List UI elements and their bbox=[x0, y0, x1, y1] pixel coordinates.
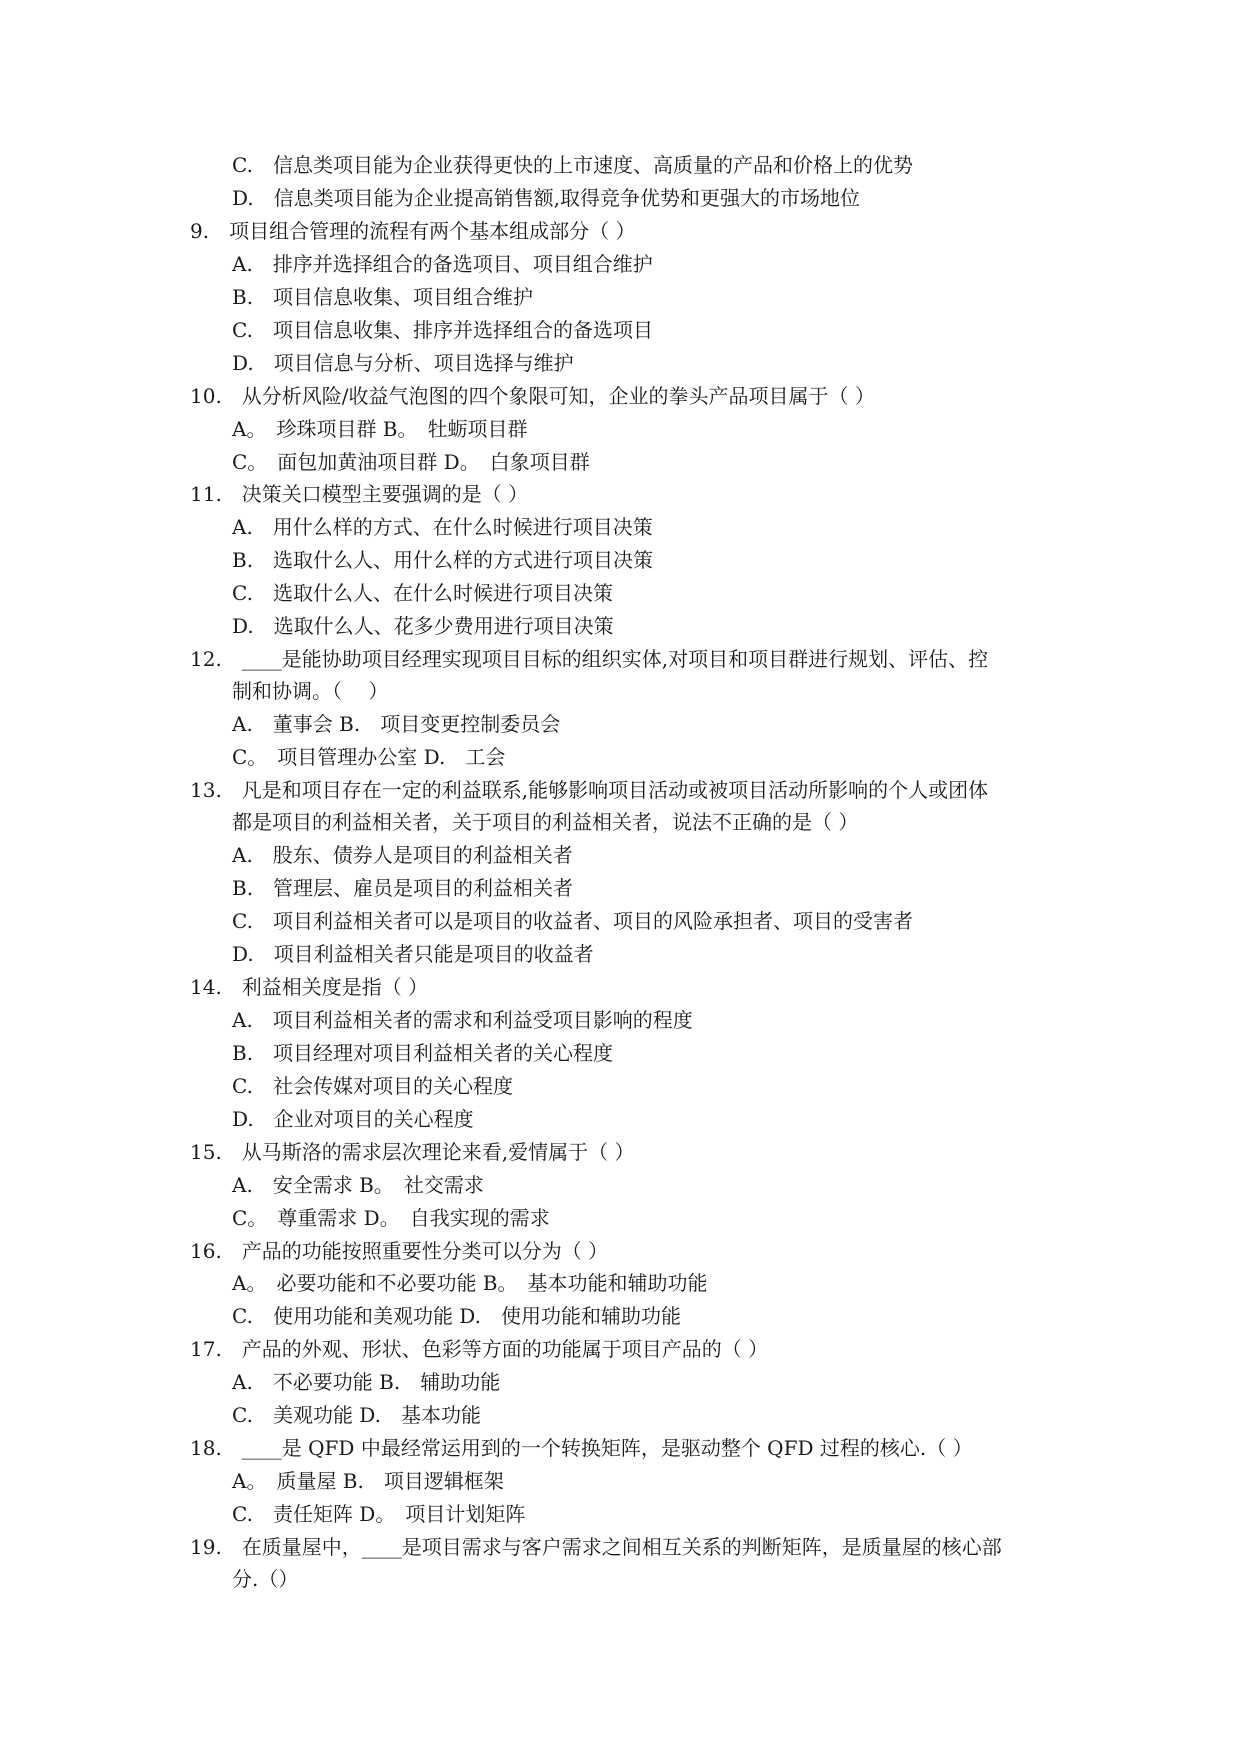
question-line: 14. 利益相关度是指（ ） bbox=[190, 975, 429, 999]
question-line: 17. 产品的外观、形状、色彩等方面的功能属于项目产品的（ ） bbox=[190, 1337, 769, 1361]
option-line: C。 项目管理办公室 D. 工会 bbox=[232, 745, 506, 769]
question-continuation: 都是项目的利益相关者，关于项目的利益相关者，说法不正确的是（ ） bbox=[232, 810, 859, 834]
option-line: C. 信息类项目能为企业获得更快的上市速度、高质量的产品和价格上的优势 bbox=[232, 153, 913, 177]
question-line: 13. 凡是和项目存在一定的利益联系,能够影响项目活动或被项目活动所影响的个人或团体 bbox=[190, 778, 989, 802]
option-line: C. 使用功能和美观功能 D. 使用功能和辅助功能 bbox=[232, 1304, 681, 1328]
option-line: B. 选取什么人、用什么样的方式进行项目决策 bbox=[232, 548, 654, 572]
question-line: 9. 项目组合管理的流程有两个基本组成部分（ ） bbox=[190, 219, 636, 243]
option-line: C. 选取什么人、在什么时候进行项目决策 bbox=[232, 581, 613, 605]
option-line: B. 项目信息收集、项目组合维护 bbox=[232, 285, 534, 309]
option-line: A. 安全需求 B。 社交需求 bbox=[232, 1173, 484, 1197]
option-line: A。 质量屋 B. 项目逻辑框架 bbox=[232, 1469, 504, 1493]
option-line: C. 项目信息收集、排序并选择组合的备选项目 bbox=[232, 318, 653, 342]
option-line: C。 尊重需求 D。 自我实现的需求 bbox=[232, 1206, 550, 1230]
option-line: A. 项目利益相关者的需求和利益受项目影响的程度 bbox=[232, 1008, 693, 1032]
option-line: C。 面包加黄油项目群 D。 白象项目群 bbox=[232, 450, 590, 474]
question-line: 12. ____是能协助项目经理实现项目目标的组织实体,对项目和项目群进行规划、评估、控 bbox=[190, 647, 989, 671]
option-line: C. 项目利益相关者可以是项目的收益者、项目的风险承担者、项目的受害者 bbox=[232, 909, 913, 933]
option-line: A. 董事会 B. 项目变更控制委员会 bbox=[232, 712, 561, 736]
option-line: A. 股东、债券人是项目的利益相关者 bbox=[232, 843, 573, 867]
option-line: A. 排序并选择组合的备选项目、项目组合维护 bbox=[232, 252, 653, 276]
question-line: 16. 产品的功能按照重要性分类可以分为（ ） bbox=[190, 1239, 609, 1263]
option-line: A. 不必要功能 B. 辅助功能 bbox=[232, 1370, 501, 1394]
option-line: D. 选取什么人、花多少费用进行项目决策 bbox=[232, 614, 614, 638]
question-line: 18. ____是 QFD 中最经常运用到的一个转换矩阵，是驱动整个 QFD 过程的核心.（ ） bbox=[190, 1436, 973, 1460]
option-line: C. 美观功能 D. 基本功能 bbox=[232, 1403, 481, 1427]
option-line: D. 企业对项目的关心程度 bbox=[232, 1107, 474, 1131]
option-line: D. 项目信息与分析、项目选择与维护 bbox=[232, 351, 574, 375]
question-line: 10. 从分析风险/收益气泡图的四个象限可知，企业的拳头产品项目属于（ ） bbox=[190, 384, 875, 408]
question-line: 15. 从马斯洛的需求层次理论来看,爱情属于（ ） bbox=[190, 1140, 635, 1164]
option-line: D. 项目利益相关者只能是项目的收益者 bbox=[232, 942, 594, 966]
question-line: 19. 在质量屋中，____是项目需求与客户需求之间相互关系的判断矩阵，是质量屋的核心部 bbox=[190, 1535, 1002, 1559]
option-line: D. 信息类项目能为企业提高销售额,取得竞争优势和更强大的市场地位 bbox=[232, 186, 861, 210]
option-line: B. 项目经理对项目利益相关者的关心程度 bbox=[232, 1041, 614, 1065]
option-line: C. 责任矩阵 D。 项目计划矩阵 bbox=[232, 1502, 526, 1526]
question-line: 11. 决策关口模型主要强调的是（ ） bbox=[190, 482, 529, 506]
option-line: A。 必要功能和不必要功能 B。 基本功能和辅助功能 bbox=[232, 1271, 708, 1295]
question-continuation: 分.（） bbox=[232, 1567, 299, 1591]
option-line: A。 珍珠项目群 B。 牡蛎项目群 bbox=[232, 417, 528, 441]
option-line: B. 管理层、雇员是项目的利益相关者 bbox=[232, 876, 574, 900]
option-line: C. 社会传媒对项目的关心程度 bbox=[232, 1074, 513, 1098]
option-line: A. 用什么样的方式、在什么时候进行项目决策 bbox=[232, 515, 653, 539]
question-continuation: 制和协调。（ ） bbox=[232, 679, 389, 703]
